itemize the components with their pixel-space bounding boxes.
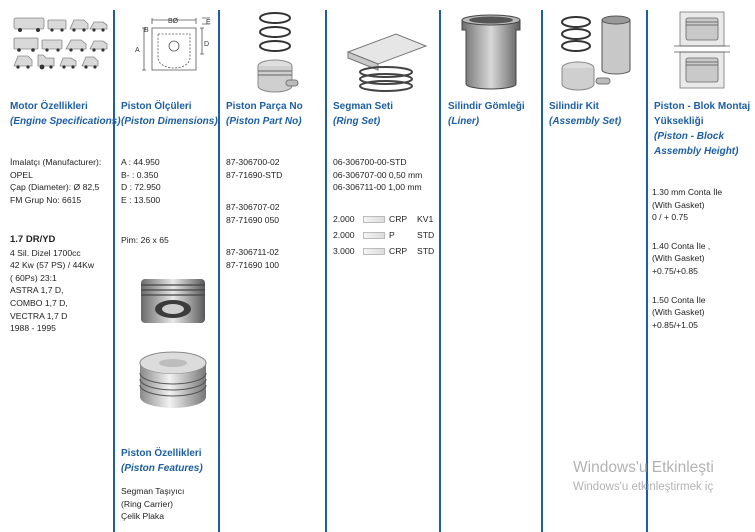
dim-label-b: B [144, 27, 149, 34]
ring-set-title-en: (Ring Set) [333, 116, 381, 127]
assembly-kit-icon [556, 14, 636, 96]
engine-line: İmalatçı (Manufacturer): [10, 157, 102, 167]
part-number: 87-306707-02 [226, 202, 280, 213]
liner-heading [448, 99, 525, 129]
dimension-value: D : 72.950 [121, 182, 161, 193]
watermark-line-1: Windows'u Etkinleşti [573, 459, 714, 476]
piston-part-no-title-en: (Piston Part No) [226, 116, 302, 127]
vehicles-icon [10, 14, 110, 72]
block-height-entries [652, 186, 722, 331]
dim-label-d: D [204, 41, 210, 48]
part-number: 87-306711-02 [226, 247, 279, 258]
gasket-label: (With Gasket) [652, 199, 705, 210]
engine-specs-title: Motor Özellikleri [10, 101, 88, 112]
engine-detail: COMBO 1,7 D, [10, 297, 68, 308]
block-height-title: Piston - Blok Montaj [654, 101, 751, 112]
dimension-value: E : 13.500 [121, 194, 161, 205]
engine-model: 1.7 DR/YD [10, 234, 56, 245]
piston-part-no-title: Piston Parça No [226, 101, 303, 112]
engine-line: FM Grup No: 6615 [10, 194, 82, 205]
spacer [652, 224, 722, 240]
dimension-value: B- : 0.350 [121, 169, 159, 180]
gasket-size: 1.40 Conta İle , [652, 240, 711, 251]
gasket-label: (With Gasket) [652, 307, 705, 318]
piston-side-photo [137, 349, 209, 413]
column-separator [541, 10, 543, 532]
height-range: 0 / + 0.75 [652, 212, 689, 223]
assembly-set-heading [549, 99, 621, 129]
feature-line: Çelik Plaka [121, 511, 164, 522]
pin-size: Pim: 26 x 65 [121, 235, 169, 245]
ring-spec: STD [417, 246, 435, 256]
gasket-size: 1.50 Conta İle [652, 294, 706, 305]
engine-detail: VECTRA 1,7 D [10, 310, 68, 321]
block-height-title-en-2: Assembly Height) [654, 146, 739, 157]
block-height-heading [654, 99, 750, 159]
liner-title: Silindir Gömleği [448, 101, 525, 112]
engine-detail: ASTRA 1,7 D, [10, 285, 64, 296]
spacer [652, 278, 722, 294]
watermark-line-2: Windows'u etkinleştirmek iç [573, 481, 714, 493]
windows-activation-watermark [573, 459, 714, 493]
feature-line: (Ring Carrier) [121, 498, 174, 509]
ring-spec-row [333, 211, 443, 227]
piston-dimensions-heading [121, 99, 218, 129]
part-number: 87-71690 100 [226, 259, 280, 270]
block-height-title-en: (Piston - Block [654, 131, 725, 142]
ring-swatch [363, 216, 385, 223]
piston-features-list [121, 485, 184, 523]
piston-features-title: Piston Özellikleri [121, 448, 202, 459]
engine-detail: ( 60Ps) 23:1 [10, 272, 57, 283]
part-number: 87-71690 050 [226, 214, 280, 225]
block-assembly-diagram [672, 10, 732, 92]
assembly-set-title: Silindir Kit [549, 101, 599, 112]
ring-swatch [363, 232, 385, 239]
part-number-list [226, 156, 282, 272]
dim-label-b0: BØ [168, 18, 179, 25]
piston-dimension-values [121, 156, 161, 206]
piston-part-no-heading [226, 99, 303, 129]
piston-dimension-diagram [122, 14, 214, 76]
ring-set-title: Segman Seti [333, 101, 394, 112]
ring-width: 3.000 [333, 246, 355, 256]
ring-set-number: 06-306700-00-STD [333, 157, 407, 167]
column-separator [218, 10, 220, 532]
ring-spec: KV1 [417, 214, 434, 224]
liner-title-en: (Liner) [448, 116, 480, 127]
assembly-set-title-en: (Assembly Set) [549, 116, 622, 127]
column-separator [325, 10, 327, 532]
ring-set-box-icon [340, 30, 432, 92]
part-number: 87-71690-STD [226, 169, 283, 180]
column-separator [646, 10, 648, 532]
column-separator [439, 10, 441, 532]
piston-features-title-en: (Piston Features) [121, 463, 203, 474]
piston-dimensions-title: Piston Ölçüleri [121, 101, 192, 112]
ring-type: P [389, 230, 395, 240]
ring-spec: STD [417, 230, 435, 240]
ring-set-number: 06-306707-00 0,50 mm [333, 169, 423, 180]
ring-spec-row [333, 227, 443, 243]
gasket-label: (With Gasket) [652, 253, 705, 264]
piston-features-heading [121, 446, 203, 476]
piston-rings-icon [250, 10, 300, 98]
cylinder-liner-icon [458, 12, 524, 90]
engine-line: OPEL [10, 169, 33, 180]
engine-info [10, 156, 101, 206]
engine-specs-heading [10, 99, 121, 129]
ring-set-number: 06-306711-00 1,00 mm [333, 182, 422, 193]
ring-type: CRP [389, 246, 408, 256]
dim-label-a: A [135, 47, 140, 54]
gasket-size: 1.30 mm Conta İle [652, 187, 723, 197]
engine-specs-title-en: (Engine Specifications) [10, 116, 121, 127]
height-range: +0.85/+1.05 [652, 319, 698, 330]
ring-set-numbers [333, 156, 422, 194]
spacer [226, 226, 282, 246]
dim-label-e: E [206, 19, 211, 26]
ring-spec-row [333, 243, 443, 259]
ring-swatch [363, 248, 385, 255]
engine-detail: 42 Kw (57 PS) / 44Kw [10, 260, 95, 271]
feature-line: Segman Taşıyıcı [121, 486, 185, 496]
engine-detail: 4 Sil. Dizel 1700cc [10, 247, 81, 258]
piston-top-photo [137, 275, 209, 327]
height-range: +0.75/+0.85 [652, 265, 698, 276]
block-height-title-2: Yüksekliği [654, 116, 704, 127]
column-separator [113, 10, 115, 532]
engine-line: Çap (Diameter): Ø 82,5 [10, 182, 100, 193]
ring-set-heading [333, 99, 393, 129]
ring-spec-table [333, 211, 443, 259]
dimension-value: A : 44.950 [121, 157, 160, 167]
engine-model-block [10, 234, 94, 335]
spacer [226, 181, 282, 201]
piston-dimensions-title-en: (Piston Dimensions) [121, 116, 218, 127]
part-number: 87-306700-02 [226, 157, 280, 167]
ring-type: CRP [389, 214, 408, 224]
ring-width: 2.000 [333, 230, 355, 240]
ring-width: 2.000 [333, 214, 355, 224]
engine-detail: 1988 - 1995 [10, 323, 56, 334]
